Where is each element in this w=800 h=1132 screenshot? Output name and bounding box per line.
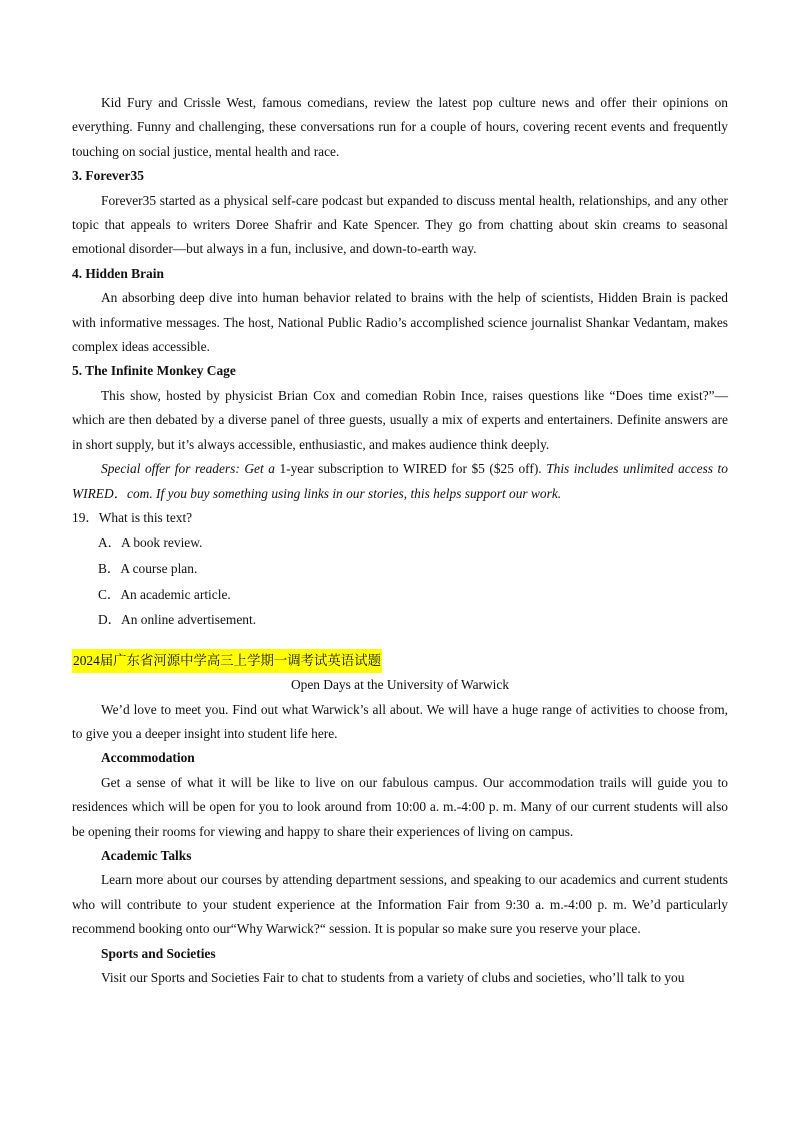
item-heading-forever35: 3. Forever35 [72, 168, 144, 184]
passage1-intro: Kid Fury and Crissle West, famous comedians, review the latest pop culture news and offer their opinions on everything. Funny and challenging, these conversations run for a couple of hours, covering recent events and frequently touching on social justice, mental health and race. [72, 95, 728, 159]
question-option-b: B．A course plan. [98, 560, 198, 576]
item-heading-hidden-brain: 4. Hidden Brain [72, 265, 164, 281]
section-text-accommodation: Get a sense of what it will be like to live on our fabulous campus. Our accommodation trails will guide you to residences which will be open for you to look around from 10:00 a. m.-4:00 p. m. Many of our current students will also be opening their rooms for viewing and happy to share their experiences of living on campus. [72, 774, 728, 839]
offer-part3: This includes unlimited access to WIRED．com. If you buy something using links in our stories, this helps support our work. [72, 461, 728, 501]
section-gap [72, 633, 728, 649]
item-text-forever35: Forever35 started as a physical self-care podcast but expanded to discuss mental health, relationships, and any other topic that appeals to writers Doree Shafrir and Kate Spencer. They go from chatting about skin creams to seasonal emotional disorder—but always in a fun, inclusive, and down-to-earth way. [72, 192, 728, 257]
item-text-hidden-brain: An absorbing deep dive into human behavior related to brains with the help of scientists, Hidden Brain is packed with informative messages. The host, National Public Radio’s accomplished science journalist Shankar Vedantam, makes complex ideas accessible. [72, 290, 728, 355]
source-banner-line [72, 649, 728, 673]
document-page [72, 91, 728, 990]
source-banner: 2024届广东省河源中学高三上学期一调考试英语试题 [72, 649, 382, 673]
item-text-infinite-monkey-cage: This show, hosted by physicist Brian Cox and comedian Robin Ince, raises questions like “Does time exist?”—which are then debated by a diverse panel of three guests, usually a mix of experts and entertainers. Definite answers are in short supply, but it’s always accessible, enthusiastic, and makes audience think deeply. [72, 387, 728, 452]
question-option-d: D．An online advertisement. [98, 612, 257, 628]
offer-part1: Special offer for readers: Get a [101, 461, 280, 477]
section-heading-sports-societies: Sports and Societies [101, 945, 216, 961]
special-offer-paragraph [72, 457, 728, 506]
question-stem: 19．What is this text? [72, 509, 193, 525]
offer-part2: 1-year subscription to WIRED for $5 ($25 off). [279, 461, 547, 477]
question-option-a: A．A book review. [98, 535, 203, 551]
passage2-intro: We’d love to meet you. Find out what Warwick’s all about. We will have a huge range of activities to choose from, to give you a deeper insight into student life here. [72, 701, 728, 741]
section-text-sports-societies: Visit our Sports and Societies Fair to chat to students from a variety of clubs and societies, who’ll talk to you [101, 969, 685, 985]
item-heading-infinite-monkey-cage: 5. The Infinite Monkey Cage [72, 363, 236, 379]
question-option-c: C．An academic article. [98, 586, 231, 602]
passage2-title: Open Days at the University of Warwick [290, 677, 510, 693]
section-heading-academic-talks: Academic Talks [101, 847, 192, 863]
section-text-academic-talks: Learn more about our courses by attending department sessions, and speaking to our academics and current students who will contribute to your student experience at the Information Fair from 9:30 a. m.-4:00 p. m. We’d particularly recommend booking onto our“Why Warwick?“ session. It is popular so make sure you reserve your place. [72, 872, 728, 937]
section-heading-accommodation: Accommodation [101, 750, 195, 766]
